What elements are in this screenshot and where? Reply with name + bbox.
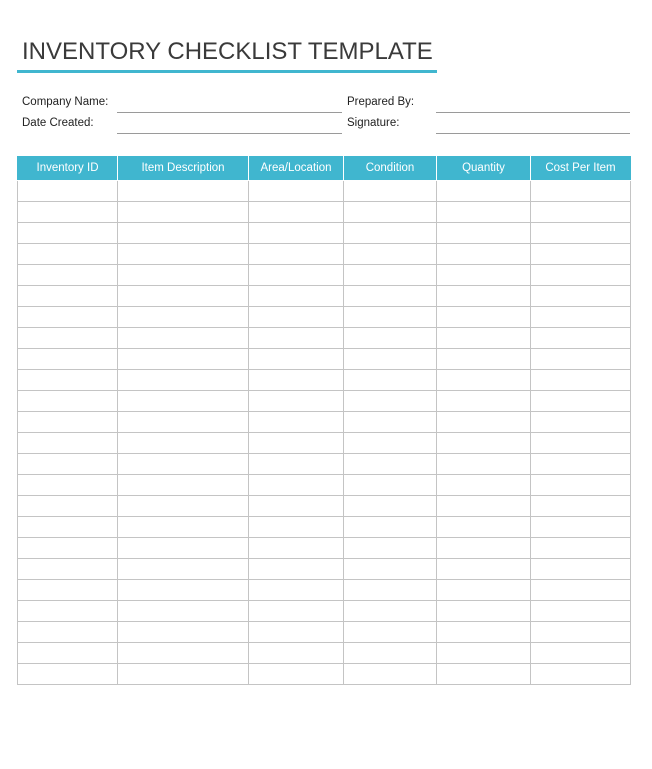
prepared-by-label: Prepared By: bbox=[347, 96, 415, 108]
table-cell[interactable] bbox=[249, 244, 344, 265]
table-cell[interactable] bbox=[437, 538, 531, 559]
table-cell[interactable] bbox=[344, 370, 437, 391]
table-cell[interactable] bbox=[249, 328, 344, 349]
table-cell[interactable] bbox=[249, 412, 344, 433]
table-cell[interactable] bbox=[249, 181, 344, 202]
table-cell[interactable] bbox=[18, 412, 118, 433]
table-cell[interactable] bbox=[437, 286, 531, 307]
table-cell[interactable] bbox=[18, 538, 118, 559]
table-cell[interactable] bbox=[344, 643, 437, 664]
company-name-label: Company Name: bbox=[22, 96, 109, 108]
date-created-label: Date Created: bbox=[22, 117, 94, 129]
table-cell[interactable] bbox=[18, 181, 118, 202]
table-cell[interactable] bbox=[437, 622, 531, 643]
table-cell[interactable] bbox=[344, 307, 437, 328]
table-cell[interactable] bbox=[249, 580, 344, 601]
table-cell[interactable] bbox=[437, 454, 531, 475]
table-row bbox=[18, 286, 631, 307]
table-row bbox=[18, 370, 631, 391]
table-cell[interactable] bbox=[531, 412, 631, 433]
table-cell[interactable] bbox=[531, 496, 631, 517]
table-cell[interactable] bbox=[118, 202, 249, 223]
table-cell[interactable] bbox=[437, 244, 531, 265]
table-cell[interactable] bbox=[437, 223, 531, 244]
table-cell[interactable] bbox=[249, 517, 344, 538]
table-cell[interactable] bbox=[531, 643, 631, 664]
table-cell[interactable] bbox=[118, 538, 249, 559]
table-cell[interactable] bbox=[531, 580, 631, 601]
table-cell[interactable] bbox=[249, 538, 344, 559]
table-cell[interactable] bbox=[531, 202, 631, 223]
table-cell[interactable] bbox=[118, 454, 249, 475]
table-cell[interactable] bbox=[18, 559, 118, 580]
table-cell[interactable] bbox=[531, 181, 631, 202]
table-cell[interactable] bbox=[249, 559, 344, 580]
table-row bbox=[18, 202, 631, 223]
table-cell[interactable] bbox=[249, 349, 344, 370]
table-cell[interactable] bbox=[344, 517, 437, 538]
table-cell[interactable] bbox=[18, 265, 118, 286]
table-row bbox=[18, 391, 631, 412]
table-cell[interactable] bbox=[118, 496, 249, 517]
table-cell[interactable] bbox=[118, 622, 249, 643]
table-cell[interactable] bbox=[531, 538, 631, 559]
table-cell[interactable] bbox=[18, 664, 118, 685]
table-cell[interactable] bbox=[531, 265, 631, 286]
table-cell[interactable] bbox=[344, 433, 437, 454]
table-cell[interactable] bbox=[18, 475, 118, 496]
table-cell[interactable] bbox=[531, 601, 631, 622]
table-cell[interactable] bbox=[118, 244, 249, 265]
table-cell[interactable] bbox=[118, 517, 249, 538]
table-row bbox=[18, 601, 631, 622]
table-cell[interactable] bbox=[18, 517, 118, 538]
table-cell[interactable] bbox=[18, 580, 118, 601]
table-row bbox=[18, 265, 631, 286]
table-cell[interactable] bbox=[437, 517, 531, 538]
table-cell[interactable] bbox=[531, 370, 631, 391]
table-cell[interactable] bbox=[118, 412, 249, 433]
table-row bbox=[18, 433, 631, 454]
prepared-by-field[interactable] bbox=[436, 112, 630, 113]
date-created-field[interactable] bbox=[117, 133, 342, 134]
table-cell[interactable] bbox=[531, 517, 631, 538]
table-row bbox=[18, 643, 631, 664]
table-cell[interactable] bbox=[118, 475, 249, 496]
table-cell[interactable] bbox=[531, 223, 631, 244]
table-cell[interactable] bbox=[249, 664, 344, 685]
table-cell[interactable] bbox=[437, 265, 531, 286]
table-cell[interactable] bbox=[344, 559, 437, 580]
table-cell[interactable] bbox=[249, 391, 344, 412]
table-cell[interactable] bbox=[18, 223, 118, 244]
table-cell[interactable] bbox=[531, 307, 631, 328]
table-cell[interactable] bbox=[18, 307, 118, 328]
table-cell[interactable] bbox=[344, 538, 437, 559]
table-cell[interactable] bbox=[249, 370, 344, 391]
table-cell[interactable] bbox=[18, 370, 118, 391]
table-cell[interactable] bbox=[437, 181, 531, 202]
column-header-cost-per-item: Cost Per Item bbox=[531, 156, 631, 181]
table-cell[interactable] bbox=[18, 643, 118, 664]
table-cell[interactable] bbox=[437, 475, 531, 496]
table-cell[interactable] bbox=[118, 601, 249, 622]
table-row bbox=[18, 181, 631, 202]
table-row bbox=[18, 307, 631, 328]
table-cell[interactable] bbox=[18, 244, 118, 265]
table-cell[interactable] bbox=[118, 559, 249, 580]
table-cell[interactable] bbox=[118, 391, 249, 412]
table-cell[interactable] bbox=[18, 433, 118, 454]
table-cell[interactable] bbox=[531, 664, 631, 685]
table-cell[interactable] bbox=[249, 202, 344, 223]
company-name-field[interactable] bbox=[117, 112, 342, 113]
table-cell[interactable] bbox=[344, 580, 437, 601]
table-cell[interactable] bbox=[249, 307, 344, 328]
table-cell[interactable] bbox=[118, 307, 249, 328]
table-cell[interactable] bbox=[344, 496, 437, 517]
signature-field[interactable] bbox=[436, 133, 630, 134]
table-cell[interactable] bbox=[437, 370, 531, 391]
table-cell[interactable] bbox=[531, 454, 631, 475]
signature-label: Signature: bbox=[347, 117, 400, 129]
table-cell[interactable] bbox=[531, 559, 631, 580]
table-cell[interactable] bbox=[531, 286, 631, 307]
table-row bbox=[18, 538, 631, 559]
table-row bbox=[18, 580, 631, 601]
table-cell[interactable] bbox=[344, 202, 437, 223]
table-row bbox=[18, 475, 631, 496]
table-row bbox=[18, 328, 631, 349]
table-row bbox=[18, 223, 631, 244]
table-cell[interactable] bbox=[118, 433, 249, 454]
table-cell[interactable] bbox=[344, 454, 437, 475]
table-cell[interactable] bbox=[18, 328, 118, 349]
table-cell[interactable] bbox=[118, 286, 249, 307]
table-cell[interactable] bbox=[344, 664, 437, 685]
table-cell[interactable] bbox=[531, 391, 631, 412]
table-cell[interactable] bbox=[437, 580, 531, 601]
table-cell[interactable] bbox=[531, 433, 631, 454]
inventory-table bbox=[17, 156, 631, 685]
table-row bbox=[18, 622, 631, 643]
table-cell[interactable] bbox=[118, 349, 249, 370]
table-cell[interactable] bbox=[249, 433, 344, 454]
table-cell[interactable] bbox=[531, 328, 631, 349]
table-cell[interactable] bbox=[118, 580, 249, 601]
table-body bbox=[18, 181, 631, 685]
table-cell[interactable] bbox=[18, 622, 118, 643]
table-cell[interactable] bbox=[118, 328, 249, 349]
table-cell[interactable] bbox=[344, 181, 437, 202]
table-row bbox=[18, 559, 631, 580]
table-cell[interactable] bbox=[249, 286, 344, 307]
title-underline bbox=[17, 70, 437, 73]
table-cell[interactable] bbox=[437, 664, 531, 685]
table-cell[interactable] bbox=[344, 412, 437, 433]
table-cell[interactable] bbox=[118, 370, 249, 391]
table-cell[interactable] bbox=[118, 643, 249, 664]
column-header-inventory-id: Inventory ID bbox=[18, 156, 118, 181]
table-cell[interactable] bbox=[344, 265, 437, 286]
table-header-row bbox=[18, 156, 631, 181]
table-cell[interactable] bbox=[18, 601, 118, 622]
table-cell[interactable] bbox=[344, 244, 437, 265]
column-header-area-location: Area/Location bbox=[249, 156, 344, 181]
table-cell[interactable] bbox=[344, 328, 437, 349]
table-cell[interactable] bbox=[531, 622, 631, 643]
table-cell[interactable] bbox=[437, 601, 531, 622]
page-title: INVENTORY CHECKLIST TEMPLATE bbox=[22, 38, 433, 65]
table-cell[interactable] bbox=[118, 181, 249, 202]
table-cell[interactable] bbox=[437, 496, 531, 517]
table-cell[interactable] bbox=[118, 265, 249, 286]
table-cell[interactable] bbox=[437, 307, 531, 328]
table-row bbox=[18, 496, 631, 517]
table-row bbox=[18, 454, 631, 475]
table-cell[interactable] bbox=[118, 223, 249, 244]
table-cell[interactable] bbox=[437, 412, 531, 433]
table-cell[interactable] bbox=[344, 601, 437, 622]
table-row bbox=[18, 244, 631, 265]
table-row bbox=[18, 349, 631, 370]
table-cell[interactable] bbox=[18, 286, 118, 307]
table-cell[interactable] bbox=[18, 202, 118, 223]
table-cell[interactable] bbox=[249, 454, 344, 475]
table-cell[interactable] bbox=[249, 643, 344, 664]
table-cell[interactable] bbox=[249, 265, 344, 286]
table-cell[interactable] bbox=[249, 223, 344, 244]
table-cell[interactable] bbox=[531, 244, 631, 265]
table-cell[interactable] bbox=[249, 622, 344, 643]
table-cell[interactable] bbox=[437, 643, 531, 664]
table-row bbox=[18, 664, 631, 685]
table-cell[interactable] bbox=[344, 391, 437, 412]
table-cell[interactable] bbox=[118, 664, 249, 685]
table-cell[interactable] bbox=[249, 475, 344, 496]
column-header-item-description: Item Description bbox=[118, 156, 249, 181]
table-cell[interactable] bbox=[249, 496, 344, 517]
table-cell[interactable] bbox=[344, 349, 437, 370]
table-cell[interactable] bbox=[437, 559, 531, 580]
table-cell[interactable] bbox=[437, 328, 531, 349]
table-cell[interactable] bbox=[344, 286, 437, 307]
table-row bbox=[18, 412, 631, 433]
table-row bbox=[18, 517, 631, 538]
table-cell[interactable] bbox=[437, 349, 531, 370]
table-cell[interactable] bbox=[344, 622, 437, 643]
table-cell[interactable] bbox=[249, 601, 344, 622]
table-cell[interactable] bbox=[437, 391, 531, 412]
table-cell[interactable] bbox=[437, 433, 531, 454]
table-cell[interactable] bbox=[18, 454, 118, 475]
table-cell[interactable] bbox=[18, 391, 118, 412]
table-cell[interactable] bbox=[344, 475, 437, 496]
table-cell[interactable] bbox=[18, 349, 118, 370]
column-header-quantity: Quantity bbox=[437, 156, 531, 181]
table-cell[interactable] bbox=[344, 223, 437, 244]
table-cell[interactable] bbox=[531, 349, 631, 370]
table-cell[interactable] bbox=[531, 475, 631, 496]
column-header-condition: Condition bbox=[344, 156, 437, 181]
table-cell[interactable] bbox=[437, 202, 531, 223]
table-cell[interactable] bbox=[18, 496, 118, 517]
